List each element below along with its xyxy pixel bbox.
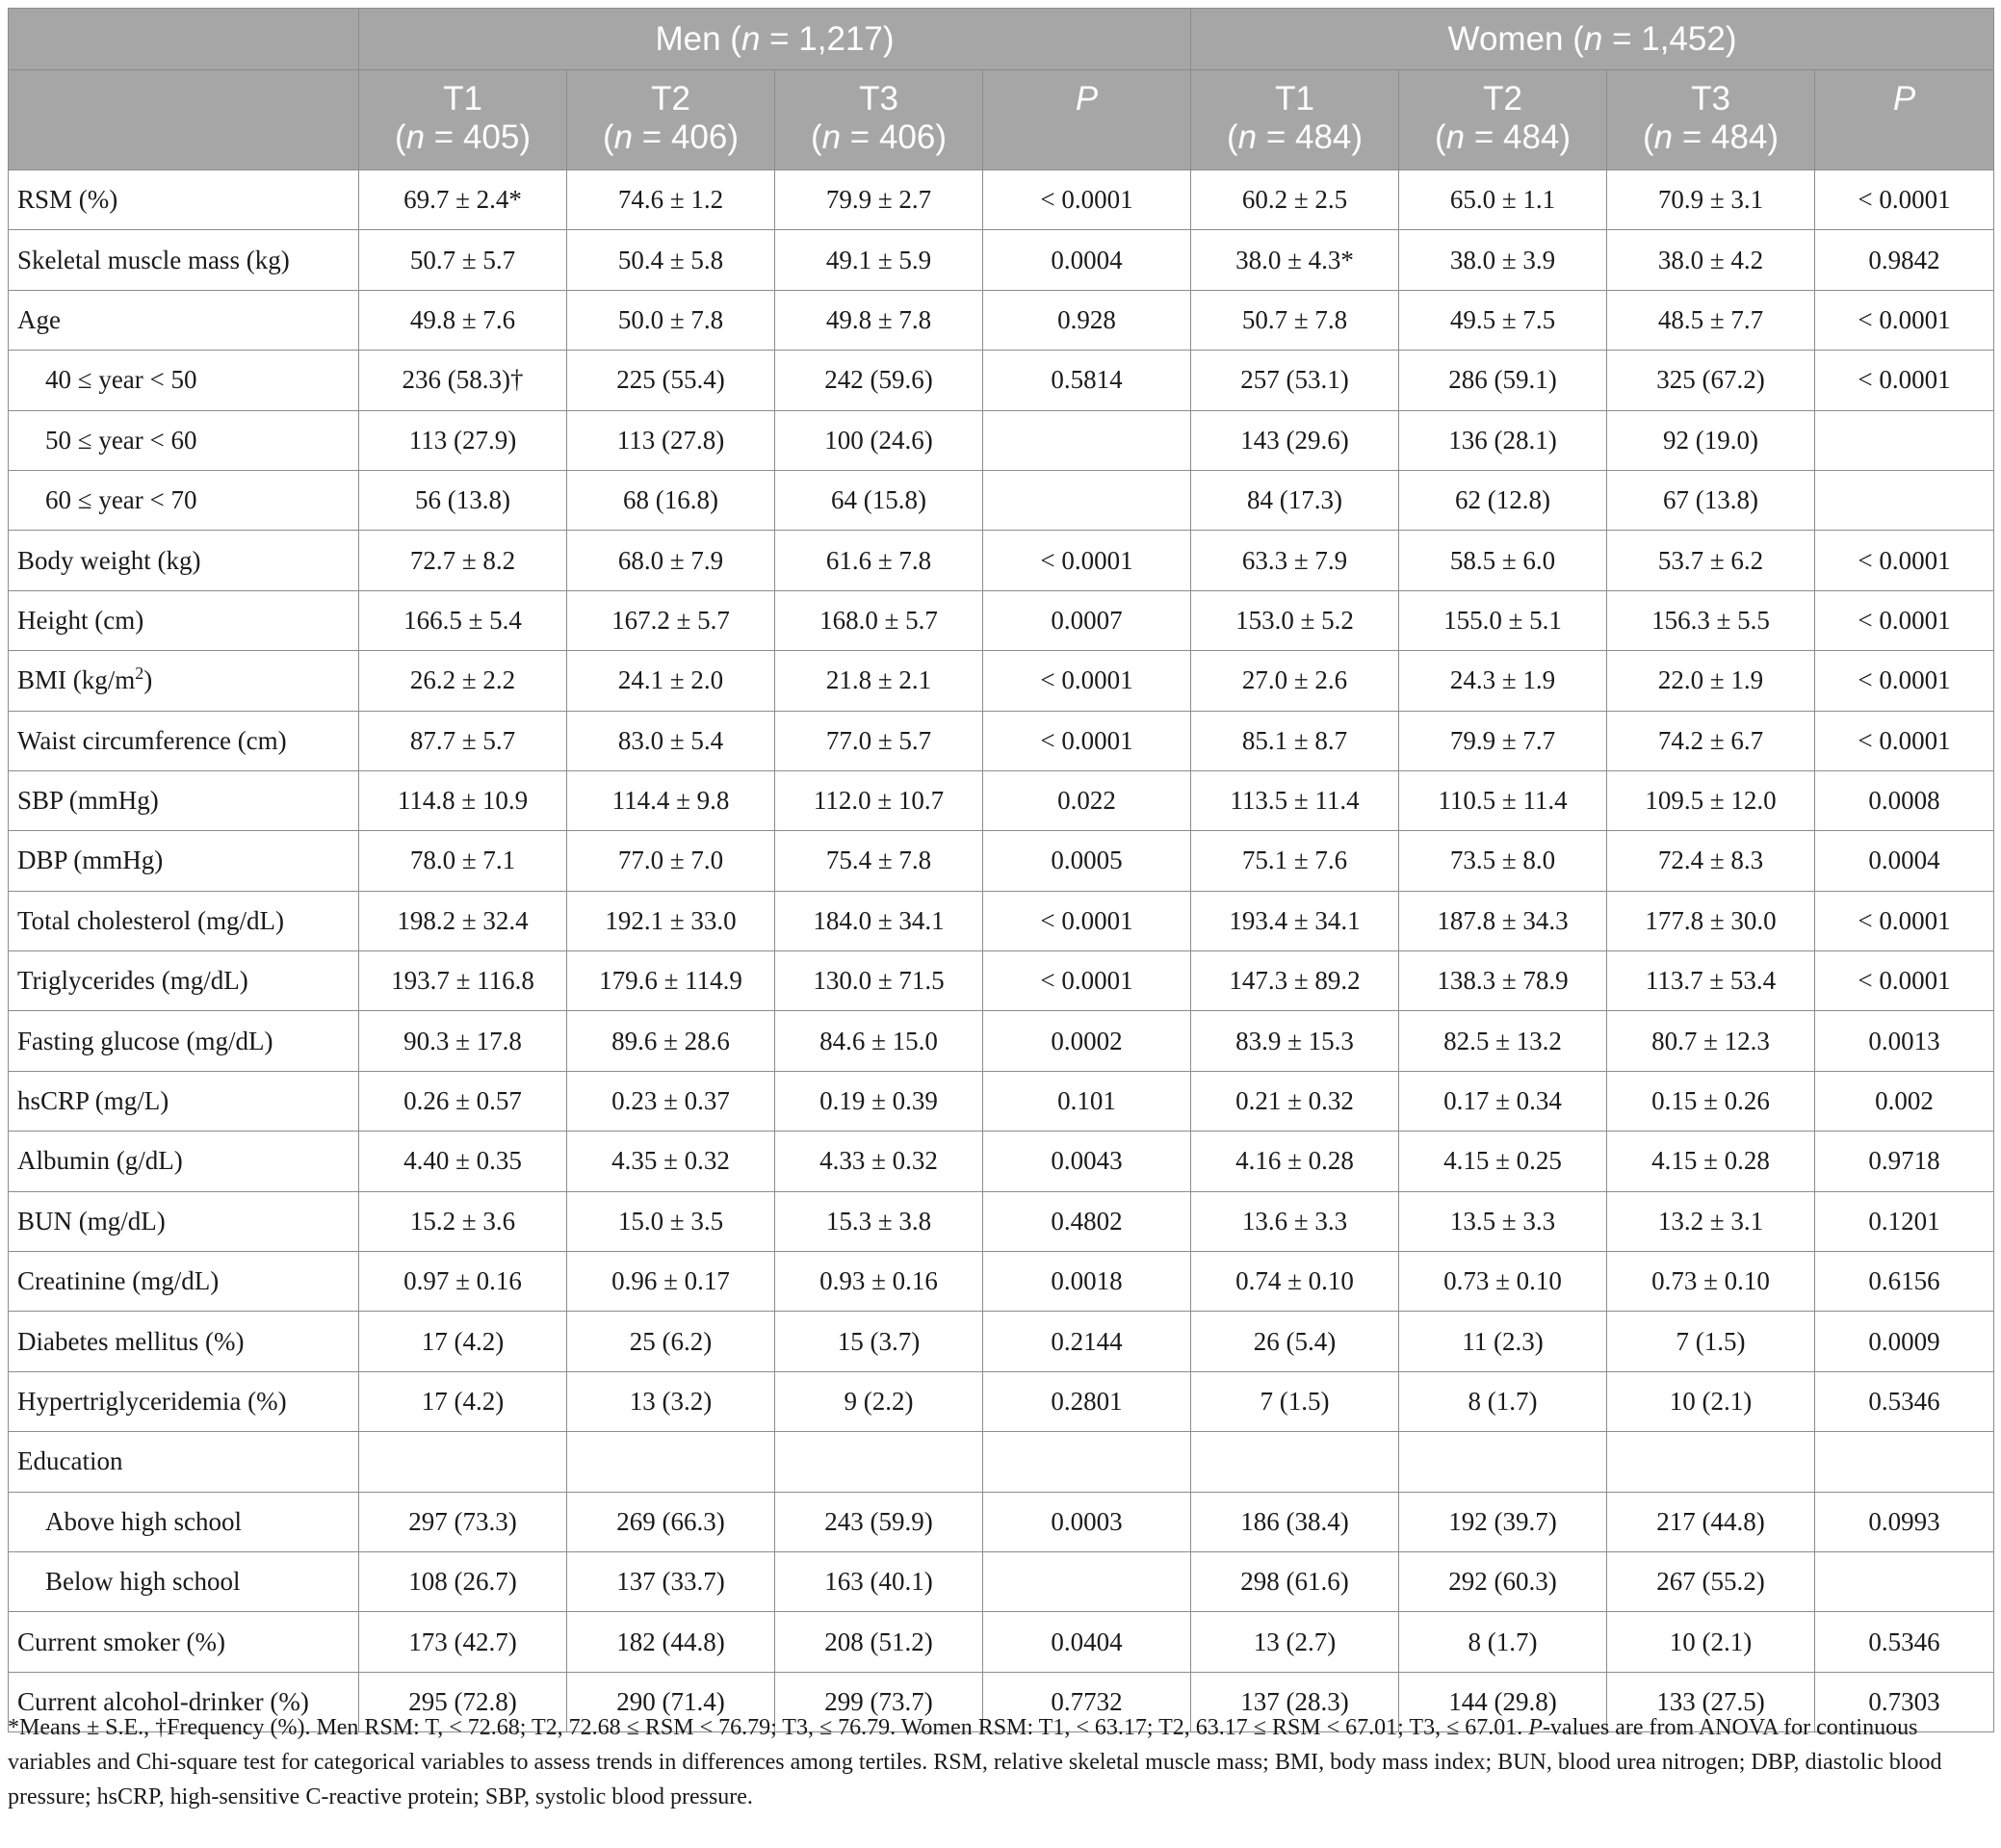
value-cell: 4.33 ± 0.32: [775, 1132, 983, 1191]
value-cell: 26.2 ± 2.2: [359, 651, 567, 711]
value-cell: 0.19 ± 0.39: [775, 1071, 983, 1131]
value-cell: 133 (27.5): [1607, 1672, 1815, 1731]
corner-cell: [9, 9, 359, 70]
value-cell: 267 (55.2): [1607, 1551, 1815, 1611]
value-cell: 56 (13.8): [359, 470, 567, 530]
value-cell: 4.40 ± 0.35: [359, 1132, 567, 1191]
value-cell: 4.15 ± 0.25: [1399, 1132, 1607, 1191]
value-cell: 7 (1.5): [1607, 1312, 1815, 1371]
p-value-cell: [983, 470, 1191, 530]
value-cell: 198.2 ± 32.4: [359, 891, 567, 950]
value-cell: 87.7 ± 5.7: [359, 711, 567, 770]
p-value-cell: [1815, 1551, 1994, 1611]
row-label: DBP (mmHg): [9, 831, 359, 891]
table-row: [9, 351, 1994, 410]
value-cell: 80.7 ± 12.3: [1607, 1011, 1815, 1071]
value-cell: 136 (28.1): [1399, 410, 1607, 470]
value-cell: 4.35 ± 0.32: [567, 1132, 775, 1191]
value-cell: 138.3 ± 78.9: [1399, 951, 1607, 1011]
value-cell: 156.3 ± 5.5: [1607, 590, 1815, 650]
value-cell: 193.7 ± 116.8: [359, 951, 567, 1011]
value-cell: 72.4 ± 8.3: [1607, 831, 1815, 891]
women-group-header: Women (n = 1,452): [1191, 9, 1994, 70]
value-cell: 137 (33.7): [567, 1551, 775, 1611]
row-label: Waist circumference (cm): [9, 711, 359, 770]
value-cell: 257 (53.1): [1191, 351, 1399, 410]
column-header-4: T1 (n = 484): [1191, 70, 1399, 170]
value-cell: 49.5 ± 7.5: [1399, 290, 1607, 350]
table-row: [9, 290, 1994, 350]
value-cell: 4.15 ± 0.28: [1607, 1132, 1815, 1191]
value-cell: 9 (2.2): [775, 1371, 983, 1431]
value-cell: 167.2 ± 5.7: [567, 590, 775, 650]
table-container: [8, 8, 1993, 1732]
value-cell: 236 (58.3)†: [359, 351, 567, 410]
value-cell: 78.0 ± 7.1: [359, 831, 567, 891]
value-cell: 113 (27.9): [359, 410, 567, 470]
value-cell: 73.5 ± 8.0: [1399, 831, 1607, 891]
value-cell: 24.3 ± 1.9: [1399, 651, 1607, 711]
value-cell: 0.21 ± 0.32: [1191, 1071, 1399, 1131]
p-value-cell: 0.0004: [983, 230, 1191, 290]
value-cell: 72.7 ± 8.2: [359, 531, 567, 590]
column-header-3: P: [983, 70, 1191, 170]
value-cell: [1399, 1432, 1607, 1492]
value-cell: 225 (55.4): [567, 351, 775, 410]
table-row: [9, 1252, 1994, 1312]
value-cell: 79.9 ± 7.7: [1399, 711, 1607, 770]
value-cell: 8 (1.7): [1399, 1612, 1607, 1672]
row-label: BUN (mg/dL): [9, 1191, 359, 1251]
row-label: Hypertriglyceridemia (%): [9, 1371, 359, 1431]
value-cell: 49.8 ± 7.6: [359, 290, 567, 350]
value-cell: 60.2 ± 2.5: [1191, 170, 1399, 230]
value-cell: 13 (2.7): [1191, 1612, 1399, 1672]
value-cell: 286 (59.1): [1399, 351, 1607, 410]
table-row: [9, 1492, 1994, 1551]
value-cell: 90.3 ± 17.8: [359, 1011, 567, 1071]
value-cell: 0.97 ± 0.16: [359, 1252, 567, 1312]
table-row: [9, 531, 1994, 590]
row-label: Skeletal muscle mass (kg): [9, 230, 359, 290]
p-value-cell: < 0.0001: [983, 711, 1191, 770]
value-cell: 26 (5.4): [1191, 1312, 1399, 1371]
value-cell: 38.0 ± 4.3*: [1191, 230, 1399, 290]
value-cell: [775, 1432, 983, 1492]
value-cell: 21.8 ± 2.1: [775, 651, 983, 711]
p-value-cell: < 0.0001: [1815, 290, 1994, 350]
p-value-cell: 0.0009: [1815, 1312, 1994, 1371]
p-value-cell: < 0.0001: [983, 951, 1191, 1011]
value-cell: 299 (73.7): [775, 1672, 983, 1731]
p-value-cell: < 0.0001: [1815, 590, 1994, 650]
table-row: [9, 1371, 1994, 1431]
p-value-cell: < 0.0001: [983, 531, 1191, 590]
p-value-cell: < 0.0001: [983, 891, 1191, 950]
column-header-0: T1 (n = 405): [359, 70, 567, 170]
value-cell: 153.0 ± 5.2: [1191, 590, 1399, 650]
value-cell: 74.6 ± 1.2: [567, 170, 775, 230]
value-cell: 182 (44.8): [567, 1612, 775, 1672]
value-cell: 38.0 ± 4.2: [1607, 230, 1815, 290]
row-label: Above high school: [9, 1492, 359, 1551]
value-cell: 17 (4.2): [359, 1371, 567, 1431]
p-value-cell: 0.101: [983, 1071, 1191, 1131]
value-cell: 10 (2.1): [1607, 1612, 1815, 1672]
p-value-cell: < 0.0001: [983, 651, 1191, 711]
row-label: Albumin (g/dL): [9, 1132, 359, 1191]
p-value-cell: 0.0002: [983, 1011, 1191, 1071]
value-cell: 0.23 ± 0.37: [567, 1071, 775, 1131]
row-label: Below high school: [9, 1551, 359, 1611]
value-cell: 11 (2.3): [1399, 1312, 1607, 1371]
p-value-cell: 0.928: [983, 290, 1191, 350]
value-cell: 0.74 ± 0.10: [1191, 1252, 1399, 1312]
value-cell: 4.16 ± 0.28: [1191, 1132, 1399, 1191]
p-value-cell: 0.0993: [1815, 1492, 1994, 1551]
table-row: [9, 1312, 1994, 1371]
p-value-cell: 0.0018: [983, 1252, 1191, 1312]
table-row: [9, 831, 1994, 891]
value-cell: 192 (39.7): [1399, 1492, 1607, 1551]
p-value-cell: 0.2144: [983, 1312, 1191, 1371]
value-cell: 0.73 ± 0.10: [1607, 1252, 1815, 1312]
value-cell: 64 (15.8): [775, 470, 983, 530]
p-value-cell: < 0.0001: [1815, 651, 1994, 711]
value-cell: 89.6 ± 28.6: [567, 1011, 775, 1071]
table-row: [9, 651, 1994, 711]
value-cell: 269 (66.3): [567, 1492, 775, 1551]
value-cell: 25 (6.2): [567, 1312, 775, 1371]
table-row: [9, 1612, 1994, 1672]
value-cell: 0.93 ± 0.16: [775, 1252, 983, 1312]
value-cell: 70.9 ± 3.1: [1607, 170, 1815, 230]
p-value-cell: 0.0404: [983, 1612, 1191, 1672]
table-row: [9, 1011, 1994, 1071]
p-value-cell: < 0.0001: [983, 170, 1191, 230]
value-cell: 85.1 ± 8.7: [1191, 711, 1399, 770]
value-cell: 184.0 ± 34.1: [775, 891, 983, 950]
value-cell: 53.7 ± 6.2: [1607, 531, 1815, 590]
p-value-cell: < 0.0001: [1815, 951, 1994, 1011]
p-value-cell: 0.6156: [1815, 1252, 1994, 1312]
value-cell: 49.1 ± 5.9: [775, 230, 983, 290]
p-value-cell: 0.0003: [983, 1492, 1191, 1551]
value-cell: 75.1 ± 7.6: [1191, 831, 1399, 891]
value-cell: 15 (3.7): [775, 1312, 983, 1371]
corner-cell-2: [9, 70, 359, 170]
value-cell: 114.4 ± 9.8: [567, 770, 775, 830]
value-cell: 113.7 ± 53.4: [1607, 951, 1815, 1011]
value-cell: 68 (16.8): [567, 470, 775, 530]
p-value-cell: 0.0007: [983, 590, 1191, 650]
value-cell: 84.6 ± 15.0: [775, 1011, 983, 1071]
value-cell: 186 (38.4): [1191, 1492, 1399, 1551]
p-value-cell: 0.5814: [983, 351, 1191, 410]
value-cell: 163 (40.1): [775, 1551, 983, 1611]
value-cell: 166.5 ± 5.4: [359, 590, 567, 650]
p-value-cell: [983, 1432, 1191, 1492]
p-value-cell: 0.0005: [983, 831, 1191, 891]
value-cell: 187.8 ± 34.3: [1399, 891, 1607, 950]
p-value-cell: 0.002: [1815, 1071, 1994, 1131]
row-label: Fasting glucose (mg/dL): [9, 1011, 359, 1071]
value-cell: 0.26 ± 0.57: [359, 1071, 567, 1131]
table-body: [9, 170, 1994, 1732]
value-cell: [1607, 1432, 1815, 1492]
value-cell: 110.5 ± 11.4: [1399, 770, 1607, 830]
table-row: [9, 1071, 1994, 1131]
p-value-cell: 0.5346: [1815, 1612, 1994, 1672]
value-cell: 243 (59.9): [775, 1492, 983, 1551]
value-cell: 295 (72.8): [359, 1672, 567, 1731]
table-row: [9, 1551, 1994, 1611]
value-cell: 177.8 ± 30.0: [1607, 891, 1815, 950]
table-row: [9, 170, 1994, 230]
value-cell: 77.0 ± 5.7: [775, 711, 983, 770]
value-cell: 168.0 ± 5.7: [775, 590, 983, 650]
p-value-cell: [1815, 470, 1994, 530]
value-cell: [567, 1432, 775, 1492]
p-value-cell: 0.0043: [983, 1132, 1191, 1191]
value-cell: 27.0 ± 2.6: [1191, 651, 1399, 711]
value-cell: 290 (71.4): [567, 1672, 775, 1731]
p-value-cell: 0.9842: [1815, 230, 1994, 290]
row-label: 60 ≤ year < 70: [9, 470, 359, 530]
table-row: [9, 1132, 1994, 1191]
value-cell: 62 (12.8): [1399, 470, 1607, 530]
value-cell: 50.7 ± 7.8: [1191, 290, 1399, 350]
row-label: Total cholesterol (mg/dL): [9, 891, 359, 950]
column-header-5: T2 (n = 484): [1399, 70, 1607, 170]
value-cell: 325 (67.2): [1607, 351, 1815, 410]
value-cell: 83.0 ± 5.4: [567, 711, 775, 770]
value-cell: 75.4 ± 7.8: [775, 831, 983, 891]
value-cell: 147.3 ± 89.2: [1191, 951, 1399, 1011]
table-row: [9, 410, 1994, 470]
value-cell: 0.96 ± 0.17: [567, 1252, 775, 1312]
p-value-cell: < 0.0001: [1815, 711, 1994, 770]
value-cell: 13.5 ± 3.3: [1399, 1191, 1607, 1251]
value-cell: 143 (29.6): [1191, 410, 1399, 470]
value-cell: 24.1 ± 2.0: [567, 651, 775, 711]
baseline-characteristics-table: [8, 8, 1994, 1732]
row-label: hsCRP (mg/L): [9, 1071, 359, 1131]
value-cell: 58.5 ± 6.0: [1399, 531, 1607, 590]
p-value-cell: [1815, 410, 1994, 470]
row-label: Creatinine (mg/dL): [9, 1252, 359, 1312]
table-row: [9, 1432, 1994, 1492]
table-row: [9, 711, 1994, 770]
value-cell: 50.4 ± 5.8: [567, 230, 775, 290]
p-value-cell: 0.4802: [983, 1191, 1191, 1251]
value-cell: 10 (2.1): [1607, 1371, 1815, 1431]
value-cell: 192.1 ± 33.0: [567, 891, 775, 950]
value-cell: 17 (4.2): [359, 1312, 567, 1371]
value-cell: 242 (59.6): [775, 351, 983, 410]
value-cell: 15.0 ± 3.5: [567, 1191, 775, 1251]
row-label: BMI $(kg/m^2)$: [9, 651, 359, 711]
p-value-cell: 0.9718: [1815, 1132, 1994, 1191]
value-cell: 144 (29.8): [1399, 1672, 1607, 1731]
p-value-cell: [1815, 1432, 1994, 1492]
value-cell: 0.15 ± 0.26: [1607, 1071, 1815, 1131]
value-cell: 179.6 ± 114.9: [567, 951, 775, 1011]
value-cell: 74.2 ± 6.7: [1607, 711, 1815, 770]
p-value-cell: 0.7303: [1815, 1672, 1994, 1731]
value-cell: 217 (44.8): [1607, 1492, 1815, 1551]
p-value-cell: [983, 1551, 1191, 1611]
value-cell: 67 (13.8): [1607, 470, 1815, 530]
value-cell: 130.0 ± 71.5: [775, 951, 983, 1011]
value-cell: 109.5 ± 12.0: [1607, 770, 1815, 830]
value-cell: 83.9 ± 15.3: [1191, 1011, 1399, 1071]
group-header-row: [9, 9, 1994, 70]
value-cell: 155.0 ± 5.1: [1399, 590, 1607, 650]
row-label: Triglycerides (mg/dL): [9, 951, 359, 1011]
value-cell: [1191, 1432, 1399, 1492]
value-cell: 292 (60.3): [1399, 1551, 1607, 1611]
column-header-6: T3 (n = 484): [1607, 70, 1815, 170]
value-cell: 63.3 ± 7.9: [1191, 531, 1399, 590]
p-value-cell: 0.7732: [983, 1672, 1191, 1731]
row-label: Body weight (kg): [9, 531, 359, 590]
row-label: 50 ≤ year < 60: [9, 410, 359, 470]
column-header-2: T3 (n = 406): [775, 70, 983, 170]
p-value-cell: 0.0008: [1815, 770, 1994, 830]
value-cell: 61.6 ± 7.8: [775, 531, 983, 590]
row-label: Diabetes mellitus (%): [9, 1312, 359, 1371]
table-footnote: *Means ± S.E., †Frequency (%). Men RSM: T, < 72.68; T2, 72.68 ≤ RSM < 76.79; T3, ≤ 76.79. Women RSM: T1, < 63.17; T2, 63.17 ≤ RSM < 67.01; T3, ≤ 67.01. P-values are from ANOVA for continuous variables and Chi-square test for categorical variables to assess trends in differences among tertiles. RSM, relative skeletal muscle mass; BMI, body mass index; BUN, blood urea nitrogen; DBP, diastolic blood pressure; hsCRP, high-sensitive C-reactive protein; SBP, systolic blood pressure.: [8, 1715, 1942, 1809]
value-cell: 82.5 ± 13.2: [1399, 1011, 1607, 1071]
value-cell: 108 (26.7): [359, 1551, 567, 1611]
p-value-cell: < 0.0001: [1815, 891, 1994, 950]
value-cell: 79.9 ± 2.7: [775, 170, 983, 230]
value-cell: 22.0 ± 1.9: [1607, 651, 1815, 711]
table-row: [9, 951, 1994, 1011]
row-label: Current alcohol-drinker (%): [9, 1672, 359, 1731]
table-row: [9, 590, 1994, 650]
row-label: Education: [9, 1432, 359, 1492]
row-label: 40 ≤ year < 50: [9, 351, 359, 410]
p-value-cell: < 0.0001: [1815, 351, 1994, 410]
column-header-1: T2 (n = 406): [567, 70, 775, 170]
column-header-7: P: [1815, 70, 1994, 170]
value-cell: 49.8 ± 7.8: [775, 290, 983, 350]
value-cell: 114.8 ± 10.9: [359, 770, 567, 830]
row-label: RSM (%): [9, 170, 359, 230]
value-cell: 297 (73.3): [359, 1492, 567, 1551]
value-cell: 113 (27.8): [567, 410, 775, 470]
value-cell: 298 (61.6): [1191, 1551, 1399, 1611]
value-cell: 0.73 ± 0.10: [1399, 1252, 1607, 1312]
table-row: [9, 470, 1994, 530]
value-cell: 7 (1.5): [1191, 1371, 1399, 1431]
p-value-cell: 0.5346: [1815, 1371, 1994, 1431]
men-group-header: Men (n = 1,217): [359, 9, 1191, 70]
value-cell: 100 (24.6): [775, 410, 983, 470]
value-cell: 208 (51.2): [775, 1612, 983, 1672]
value-cell: 65.0 ± 1.1: [1399, 170, 1607, 230]
table-row: [9, 891, 1994, 950]
value-cell: 92 (19.0): [1607, 410, 1815, 470]
value-cell: 112.0 ± 10.7: [775, 770, 983, 830]
table-row: [9, 230, 1994, 290]
column-header-row: [9, 70, 1994, 170]
value-cell: 15.3 ± 3.8: [775, 1191, 983, 1251]
value-cell: 13 (3.2): [567, 1371, 775, 1431]
table-row: [9, 770, 1994, 830]
value-cell: 68.0 ± 7.9: [567, 531, 775, 590]
value-cell: 50.7 ± 5.7: [359, 230, 567, 290]
p-value-cell: 0.0013: [1815, 1011, 1994, 1071]
value-cell: 84 (17.3): [1191, 470, 1399, 530]
value-cell: 137 (28.3): [1191, 1672, 1399, 1731]
p-value-cell: 0.022: [983, 770, 1191, 830]
row-label: Height (cm): [9, 590, 359, 650]
value-cell: 113.5 ± 11.4: [1191, 770, 1399, 830]
value-cell: 50.0 ± 7.8: [567, 290, 775, 350]
value-cell: 69.7 ± 2.4*: [359, 170, 567, 230]
p-value-cell: [983, 410, 1191, 470]
value-cell: 173 (42.7): [359, 1612, 567, 1672]
value-cell: [359, 1432, 567, 1492]
value-cell: 38.0 ± 3.9: [1399, 230, 1607, 290]
value-cell: 77.0 ± 7.0: [567, 831, 775, 891]
value-cell: 193.4 ± 34.1: [1191, 891, 1399, 950]
value-cell: 0.17 ± 0.34: [1399, 1071, 1607, 1131]
p-value-cell: < 0.0001: [1815, 531, 1994, 590]
row-label: Age: [9, 290, 359, 350]
value-cell: 8 (1.7): [1399, 1371, 1607, 1431]
p-value-cell: < 0.0001: [1815, 170, 1994, 230]
value-cell: 13.6 ± 3.3: [1191, 1191, 1399, 1251]
p-value-cell: 0.2801: [983, 1371, 1191, 1431]
row-label: SBP (mmHg): [9, 770, 359, 830]
p-value-cell: 0.1201: [1815, 1191, 1994, 1251]
value-cell: 13.2 ± 3.1: [1607, 1191, 1815, 1251]
row-label: Current smoker (%): [9, 1612, 359, 1672]
value-cell: 48.5 ± 7.7: [1607, 290, 1815, 350]
table-row: [9, 1191, 1994, 1251]
value-cell: 15.2 ± 3.6: [359, 1191, 567, 1251]
p-value-cell: 0.0004: [1815, 831, 1994, 891]
